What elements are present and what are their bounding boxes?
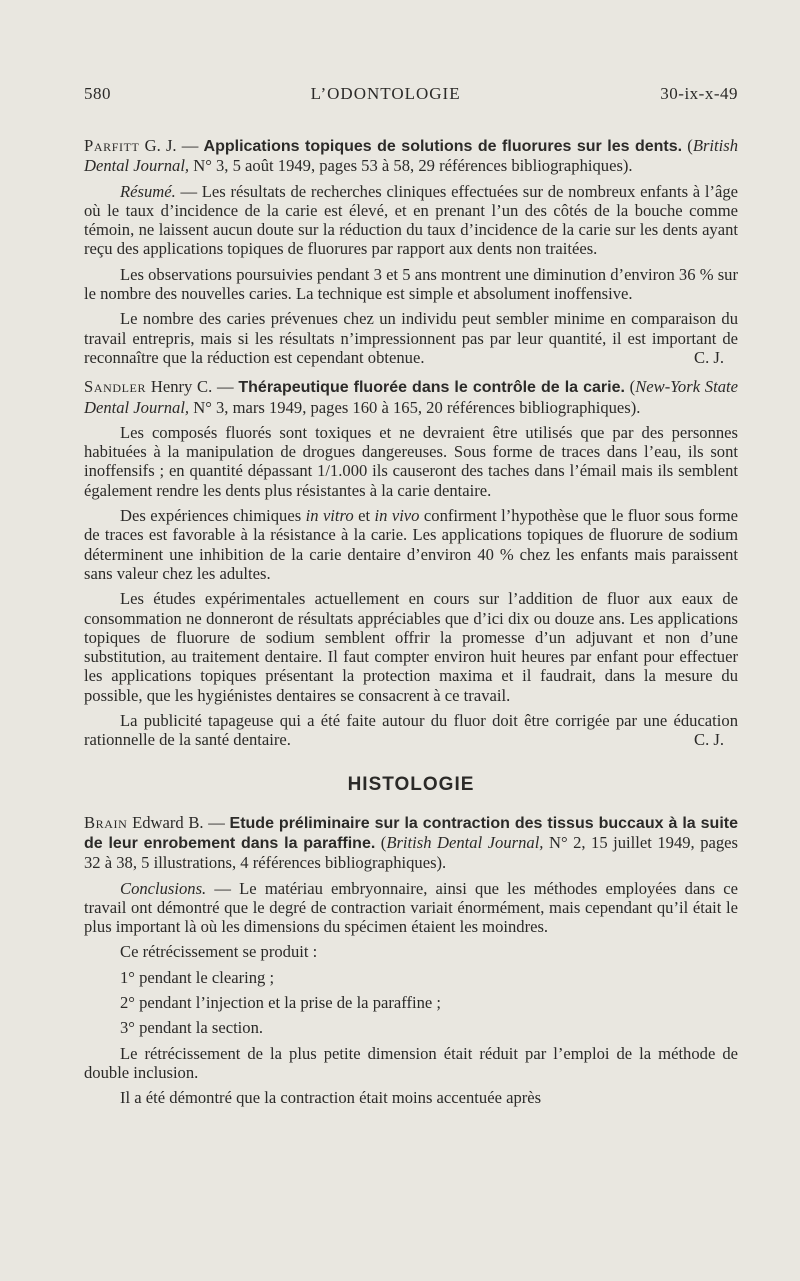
dash: — (212, 377, 239, 397)
ref-open: ( (624, 377, 636, 397)
signature: C. J. (694, 730, 724, 750)
entry-heading (84, 136, 738, 176)
author-name: Brain (84, 812, 128, 832)
paragraph-text: Le nombre des caries prévenues chez un individu peut sembler minime en comparaison du travail entrepris, mais si les résultats n’impressionnent pas par leur quantité, il est important de reconnaître que la réduction est cependant obtenue. (84, 309, 738, 367)
conclusions-lead: Conclusions. (120, 878, 207, 898)
body-paragraph: Il a été démontré que la contraction était moins accentuée après (120, 1088, 542, 1108)
conclusions-paragraph (84, 879, 738, 937)
source-journal: British Dental Journal, (84, 136, 738, 176)
author-initials: Edward B. (132, 812, 204, 832)
latin-term: in vivo (374, 506, 420, 526)
page-number: 580 (84, 84, 111, 103)
paragraph-text: confirment l’hypothèse que le fluor sous forme de traces est favorable à la résistance à la carie. Les applications topiques de fluorure de sodium déterminent une inhibition de la carie dentaire d’environ 40 % chez les enfants mais paraissent sans valeur chez les adultes. (84, 506, 738, 583)
latin-term: in vitro (305, 506, 354, 526)
author-name: Sandler (84, 377, 147, 397)
body-paragraph (84, 506, 738, 583)
dash: — (176, 136, 204, 155)
article-title: Etude préliminaire sur la contraction des tissus buccaux à la suite de leur enrobement dans la paraffine. (84, 814, 738, 852)
body-paragraph: Le rétrécissement de la plus petite dimension était réduit par l’emploi de la méthode de double inclusion. (84, 1043, 738, 1082)
paragraph-text: et (353, 506, 375, 526)
author-initials: G. J. (144, 136, 177, 155)
list-item: 2° pendant l’injection et la prise de la paraffine ; (120, 992, 442, 1012)
list-intro: Ce rétrécissement se produit : (120, 942, 318, 962)
author-initials: Henry C. (150, 377, 213, 397)
abstract-entry-parfitt (84, 136, 738, 367)
reference-details: N° 3, mars 1949, pages 160 à 165, 20 références bibliographiques). (189, 397, 641, 417)
article-title: Applications topiques de solutions de fluorures sur les dents. (203, 138, 683, 155)
issue-date: 30-ix-x-49 (660, 84, 738, 103)
entry-heading (84, 377, 738, 417)
paragraph-text: La publicité tapageuse qui a été faite autour du fluor doit être corrigée par une éducation rationnelle de la santé dentaire. (84, 711, 738, 750)
abstract-entry-sandler (84, 377, 738, 749)
summary-lead: Résumé. (120, 181, 176, 201)
source-journal: British Dental Journal, (386, 832, 544, 852)
list-item: 1° pendant le clearing ; (120, 967, 275, 987)
source-journal: New-York State Dental Journal, (84, 377, 738, 417)
section-heading: HISTOLOGIE (347, 773, 475, 795)
dash: — (203, 812, 230, 832)
ref-open: ( (375, 832, 387, 852)
ref-open: ( (682, 136, 693, 155)
article-title: Thérapeutique fluorée dans le contrôle de la carie. (238, 379, 625, 397)
journal-title: L’ODONTOLOGIE (310, 84, 461, 103)
signature: C. J. (694, 347, 724, 367)
body-paragraph (84, 711, 738, 750)
summary-text: — Les résultats de recherches cliniques effectuées sur de nombreux enfants à l’âge où le taux d’incidence de la carie est élevé, et en prenant l’un des côtés de la bouche comme témoin, ne laissent aucun doute sur la réduction du taux d’incidence de la carie sur les dents ayant reçu des applications topiques de fluorures par rapport aux dents non traitées. (84, 181, 738, 259)
reference-details: N° 2, 15 juillet 1949, pages 32 à 38, 5 illustrations, 4 références bibliographiques). (84, 832, 738, 873)
entry-heading (84, 813, 738, 873)
conclusions-text: — Le matériau embryonnaire, ainsi que les méthodes employées dans ce travail ont démontré que le degré de contraction variait énormément, mais cependant qu’il était le plus important là où les dimensions du spécimen étaient les moindres. (84, 878, 738, 937)
paragraph-text: Des expériences chimiques (120, 506, 306, 526)
author-name: Parfitt (84, 136, 140, 155)
reference-details: N° 3, 5 août 1949, pages 53 à 58, 29 références bibliographiques). (189, 156, 633, 176)
abstract-entry-brain (84, 813, 738, 1108)
body-paragraph: Les observations poursuivies pendant 3 et 5 ans montrent une diminution d’environ 36 % sur le nombre des nouvelles caries. La technique est simple et absolument inoffensive. (84, 264, 738, 304)
body-paragraph (84, 309, 738, 367)
list-item: 3° pendant la section. (120, 1018, 264, 1038)
body-paragraph: Les études expérimentales actuellement en cours sur l’addition de fluor aux eaux de consommation ne donneront de résultats appréciables que d’ici dix ou douze ans. Les applications topiques de fluorure de sodium semblent offrir la promesse d’un adjuvant et non d’une substitution, au traitement dentaire. Il faut compter environ huit heures par enfant pour effectuer les applications topiques présentant la protection maxima et il faudrait, dans la mesure du possible, que les hygiénistes dentaires se consacrent à ce travail. (84, 589, 738, 705)
summary-paragraph (84, 182, 738, 259)
running-header (84, 84, 738, 104)
body-paragraph: Les composés fluorés sont toxiques et ne devraient être utilisés que par des personnes habituées à la manipulation de drogues dangereuses. Sous forme de traces dans l’eau, ils sont inoffensifs ; en quantité dépassant 1/1.000 ils causeront des taches dans l’émail mais ils semblent également rendre les dents plus résistantes à la carie dentaire. (84, 422, 738, 500)
